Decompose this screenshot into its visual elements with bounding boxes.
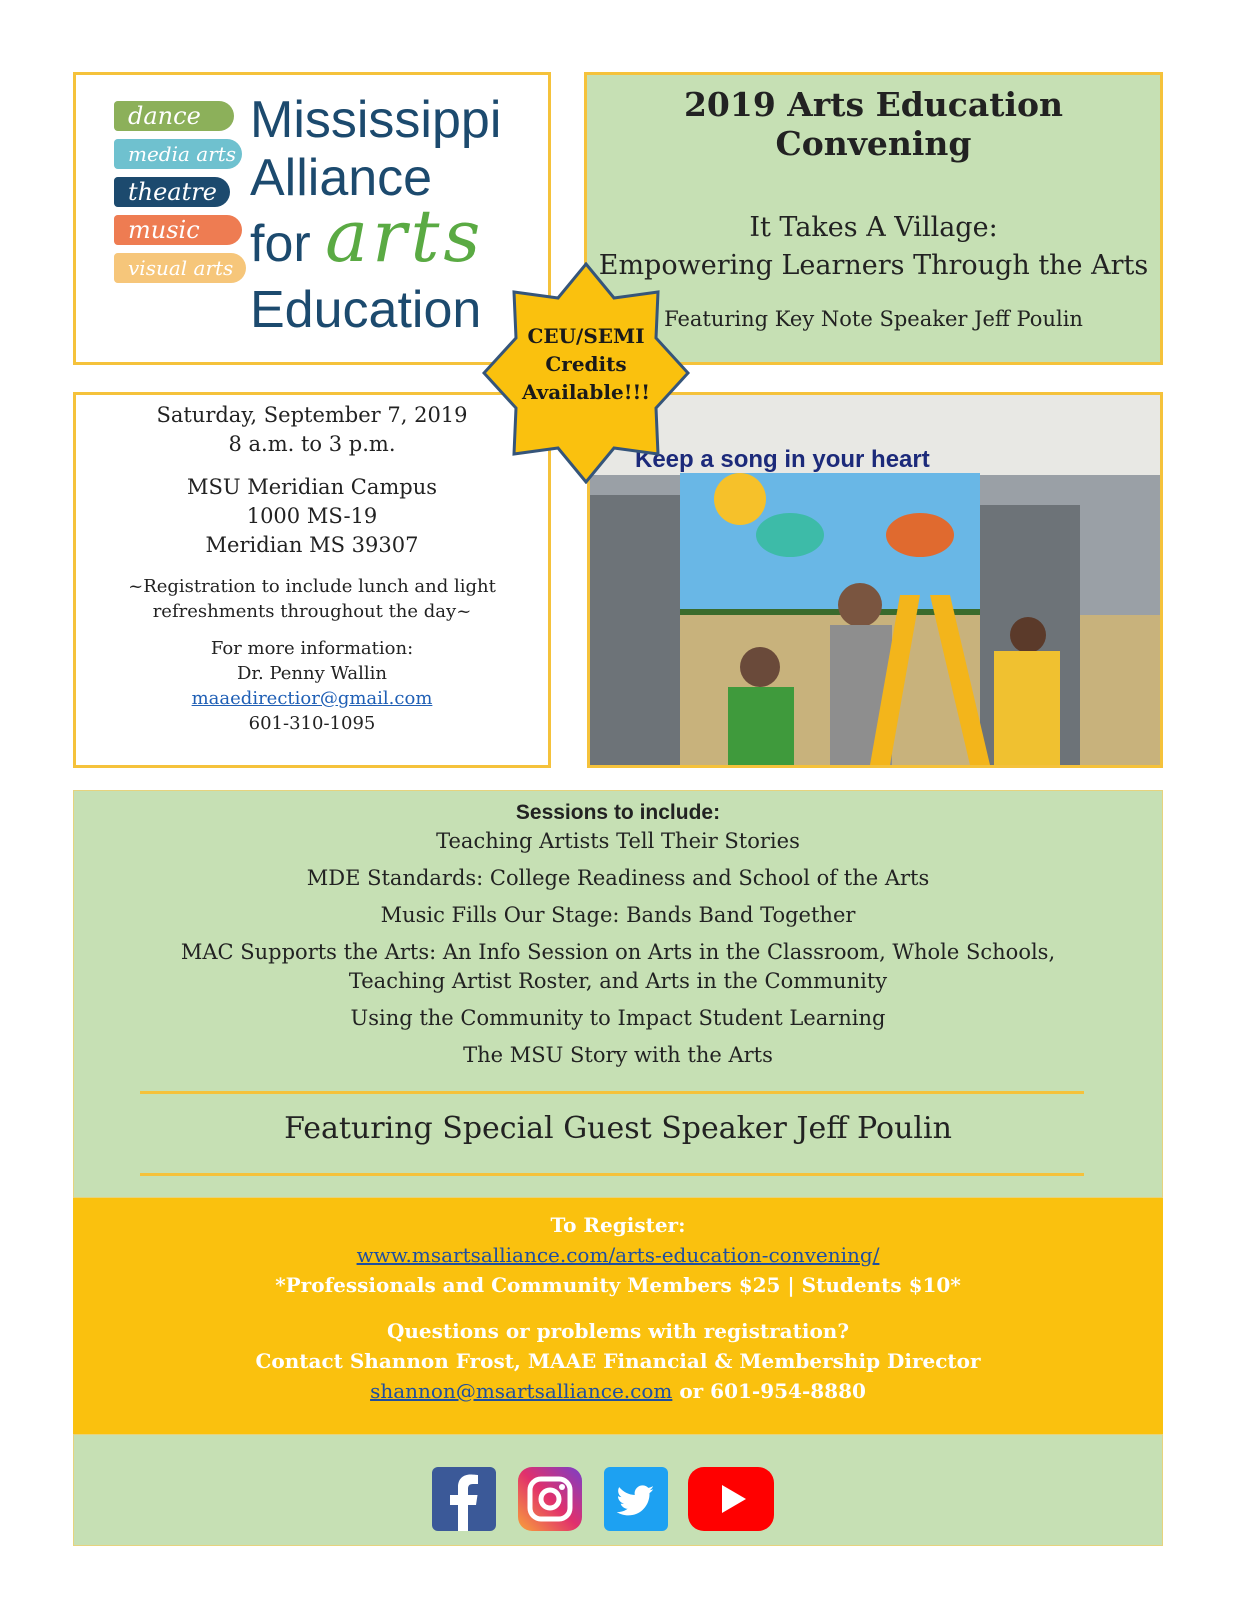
session-item: Music Fills Our Stage: Bands Band Together xyxy=(380,903,856,927)
session-item: MDE Standards: College Readiness and School of the Arts xyxy=(306,866,930,890)
event-title: 2019 Arts Education Convening xyxy=(683,85,1064,163)
venue-name: MSU Meridian Campus xyxy=(186,475,438,499)
ceu-badge-text xyxy=(482,322,690,406)
social-media-panel xyxy=(73,1434,1163,1546)
event-theme-line2: Empowering Learners Through the Arts xyxy=(598,250,1149,281)
logo-line-for: for xyxy=(250,215,311,273)
ceu-line2: Credits xyxy=(545,352,627,376)
register-questions: Questions or problems with registration? xyxy=(386,1319,850,1343)
logo-strip-media-arts: media arts xyxy=(114,139,242,169)
register-pricing: *Professionals and Community Members $25 | Students $10* xyxy=(275,1273,961,1297)
event-info-panel xyxy=(73,392,551,768)
venue-street: 1000 MS-19 xyxy=(246,504,378,528)
logo-panel xyxy=(73,72,551,365)
logo-line-alliance: Alliance xyxy=(250,149,433,207)
divider-top xyxy=(140,1091,1084,1094)
contact-phone: 601-310-1095 xyxy=(248,713,376,734)
logo-line-mississippi: Mississippi xyxy=(250,91,502,149)
event-time: 8 a.m. to 3 p.m. xyxy=(228,432,396,456)
more-info-label: For more information: xyxy=(210,638,414,659)
event-date: Saturday, September 7, 2019 xyxy=(156,403,468,427)
ceu-line3: Available!!! xyxy=(521,380,651,404)
ceu-line1: CEU/SEMI xyxy=(527,324,645,348)
organization-name xyxy=(250,91,501,339)
keynote-speaker: Featuring Key Note Speaker Jeff Poulin xyxy=(664,307,1083,331)
contact-email-link[interactable]: maaedirectior@gmail.com xyxy=(191,688,433,709)
special-guest-speaker: Featuring Special Guest Speaker Jeff Poulin xyxy=(284,1111,952,1146)
event-theme-line1: It Takes A Village: xyxy=(749,212,998,243)
sessions-heading: Sessions to include: xyxy=(515,801,721,824)
register-contact-phone: or 601-954-8880 xyxy=(672,1379,866,1403)
session-item: Teaching Artists Tell Their Stories xyxy=(436,829,800,853)
facebook-icon[interactable] xyxy=(432,1467,496,1531)
instagram-icon[interactable] xyxy=(518,1467,582,1531)
logo-strip-visual-arts: visual arts xyxy=(114,253,246,283)
register-contact-email-link[interactable]: shannon@msartsalliance.com xyxy=(370,1379,673,1403)
session-item: MAC Supports the Arts: An Info Session on Arts in the Classroom, Whole Schools, Teaching Artist Roster, and Arts in the Community xyxy=(180,940,1056,993)
register-url-link[interactable]: www.msartsalliance.com/arts-education-convening/ xyxy=(356,1243,880,1267)
registration-note-line1: ~Registration to include lunch and light xyxy=(128,576,496,597)
venue-city: Meridian MS 39307 xyxy=(205,533,419,557)
session-item: The MSU Story with the Arts xyxy=(463,1043,773,1067)
logo-strip-theatre: theatre xyxy=(114,177,230,207)
contact-name: Dr. Penny Wallin xyxy=(236,663,388,684)
logo-line-education: Education xyxy=(250,281,482,339)
session-item: Using the Community to Impact Student Learning xyxy=(350,1006,886,1030)
divider-bottom xyxy=(140,1173,1084,1176)
register-label: To Register: xyxy=(550,1213,686,1237)
logo-strip-music: music xyxy=(114,215,242,245)
sessions-panel xyxy=(73,790,1163,1198)
registration-panel xyxy=(73,1198,1163,1434)
register-contact: Contact Shannon Frost, MAAE Financial & Membership Director xyxy=(255,1349,981,1373)
youtube-icon[interactable] xyxy=(688,1467,774,1531)
twitter-icon[interactable] xyxy=(604,1467,668,1531)
logo-arts-word: arts xyxy=(325,194,485,278)
mural-banner-text: Keep a song in your heart xyxy=(635,446,930,473)
registration-note-line2: refreshments throughout the day~ xyxy=(152,601,472,622)
logo-strip-dance: dance xyxy=(114,101,234,131)
